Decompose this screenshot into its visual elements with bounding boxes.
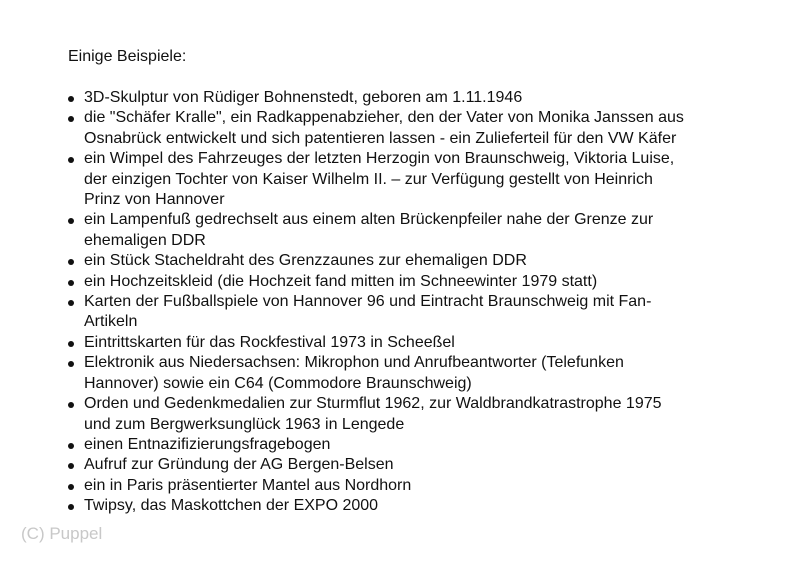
bullet-text-line: Hannover) sowie ein C64 (Commodore Braunschweig) <box>84 374 472 392</box>
bullet-icon <box>68 484 74 490</box>
bullet-icon <box>68 116 74 122</box>
bullet-icon <box>68 361 74 367</box>
bullet-list <box>68 88 748 517</box>
bullet-text-line: Aufruf zur Gründung der AG Bergen-Belsen <box>84 456 394 474</box>
bullet-icon <box>68 280 74 286</box>
heading: Einige Beispiele: <box>68 48 187 65</box>
bullet-item <box>68 455 748 475</box>
bullet-icon <box>68 463 74 469</box>
bullet-icon <box>68 504 74 510</box>
bullet-item <box>68 210 748 251</box>
bullet-text-line: ein Hochzeitskleid (die Hochzeit fand mitten im Schneewinter 1979 statt) <box>84 272 598 290</box>
bullet-text-line: ehemaligen DDR <box>84 231 206 249</box>
bullet-text-line: Prinz von Hannover <box>84 191 225 209</box>
bullet-text-line: Twipsy, das Maskottchen der EXPO 2000 <box>84 497 379 515</box>
bullet-item <box>68 272 748 292</box>
bullet-text-line: Artikeln <box>84 313 138 331</box>
bullet-item <box>68 88 748 108</box>
bullet-text-line: Orden und Gedenkmedalien zur Sturmflut 1962, zur Waldbrandkatrastrophe 1975 <box>84 395 662 413</box>
bullet-icon <box>68 300 74 306</box>
bullet-item <box>68 353 748 394</box>
bullet-text-line: ein in Paris präsentierter Mantel aus Nordhorn <box>84 476 412 494</box>
bullet-text-line: und zum Bergwerksunglück 1963 in Lengede <box>84 415 405 433</box>
bullet-item <box>68 149 748 210</box>
bullet-item <box>68 108 748 149</box>
bullet-item <box>68 435 748 455</box>
bullet-item <box>68 251 748 271</box>
bullet-text-line: der einzigen Tochter von Kaiser Wilhelm II. – zur Verfügung gestellt von Heinrich <box>84 170 653 188</box>
bullet-item <box>68 496 748 516</box>
bullet-text-line: Osnabrück entwickelt und sich patentieren lassen - ein Zulieferteil für den VW Käfer <box>84 129 677 147</box>
bullet-icon <box>68 96 74 102</box>
bullet-icon <box>68 157 74 163</box>
bullet-text-line: ein Lampenfuß gedrechselt aus einem alten Brückenpfeiler nahe der Grenze zur <box>84 211 654 229</box>
bullet-item <box>68 292 748 333</box>
bullet-text-line: Eintrittskarten für das Rockfestival 1973 in Scheeßel <box>84 333 455 351</box>
bullet-icon <box>68 259 74 265</box>
bullet-icon <box>68 402 74 408</box>
bullet-text-line: Elektronik aus Niedersachsen: Mikrophon und Anrufbeantworter (Telefunken <box>84 354 624 372</box>
watermark: (C) Puppel <box>21 524 103 543</box>
bullet-text-line: Karten der Fußballspiele von Hannover 96 und Eintracht Braunschweig mit Fan- <box>84 293 652 311</box>
bullet-item <box>68 333 748 353</box>
bullet-icon <box>68 341 74 347</box>
bullet-icon <box>68 218 74 224</box>
bullet-item <box>68 476 748 496</box>
bullet-text-line: ein Wimpel des Fahrzeuges der letzten Herzogin von Braunschweig, Viktoria Luise, <box>84 150 675 168</box>
bullet-text-line: 3D-Skulptur von Rüdiger Bohnenstedt, geboren am 1.11.1946 <box>84 89 523 106</box>
bullet-text-line: einen Entnazifizierungsfragebogen <box>84 435 331 453</box>
bullet-icon <box>68 443 74 449</box>
bullet-item <box>68 394 748 435</box>
bullet-text-line: ein Stück Stacheldraht des Grenzzaunes zur ehemaligen DDR <box>84 252 527 270</box>
bullet-text-line: die "Schäfer Kralle", ein Radkappenabzieher, den der Vater von Monika Janssen aus <box>84 109 684 127</box>
